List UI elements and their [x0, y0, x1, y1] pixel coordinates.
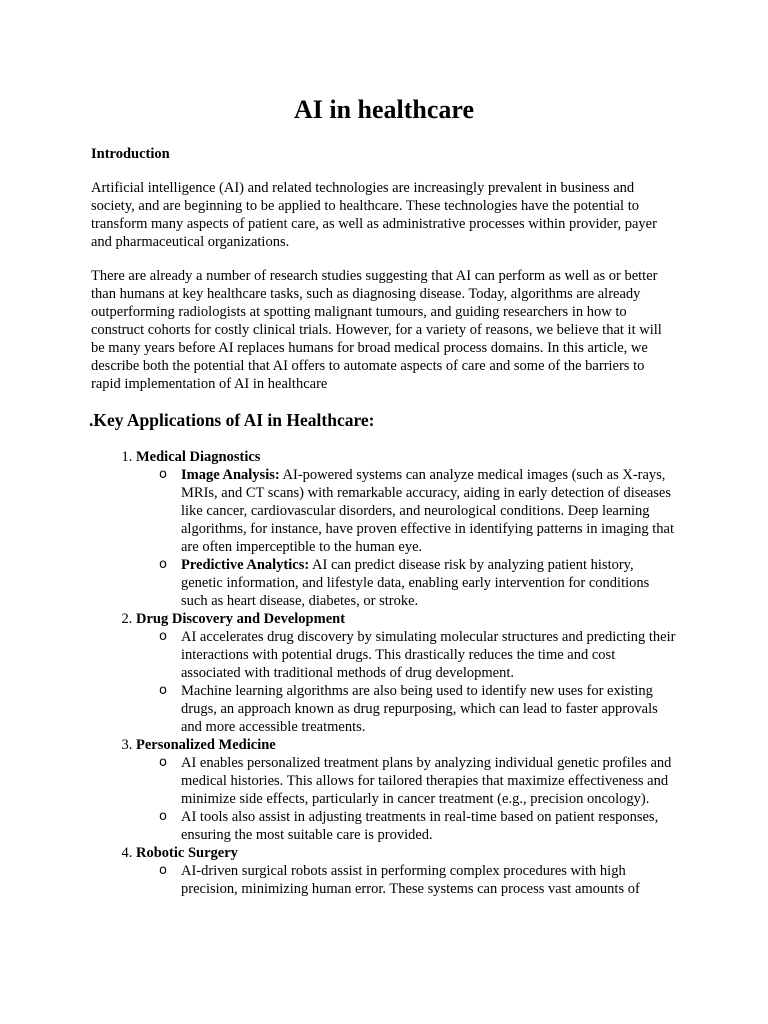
section-heading: .Key Applications of AI in Healthcare: [89, 410, 375, 430]
application-item [136, 448, 677, 610]
circle-bullet-icon: o [159, 629, 167, 644]
application-item [136, 736, 677, 844]
sub-item-lead: Image Analysis: [181, 467, 280, 483]
sub-item [159, 682, 677, 736]
sub-item-text: AI can predict disease risk by analyzing patient history, genetic information, and lifestyle data, enabling early intervention for conditions such as heart disease, diabetes, or stroke. [181, 557, 650, 609]
sub-item-text: AI-powered systems can analyze medical images (such as X-rays, MRIs, and CT scans) with remarkable accuracy, aiding in early detection of diseases like cancer, cardiovascular disorders, and neurological conditions. Deep learning algorithms, for instance, have proven effective in identifying patterns in imaging that are often imperceptible to the human eye. [181, 467, 674, 555]
sub-item [159, 628, 677, 682]
circle-bullet-icon: o [159, 809, 167, 824]
sub-item [159, 556, 677, 610]
applications-list [91, 448, 677, 898]
application-item [136, 844, 677, 898]
application-title: Drug Discovery and Development [136, 611, 346, 627]
intro-paragraph-2: There are already a number of research studies suggesting that AI can perform as well as or better than humans at key healthcare tasks, such as diagnosing disease. Today, algorithms are already outperforming radiologists at spotting malignant tumours, and guiding researchers in how to construct cohorts for costly clinical trials. However, for a variety of reasons, we believe that it will be many years before AI replaces humans for broad medical process domains. In this article, we describe both the potential that AI offers to automate aspects of care and some of the barriers to rapid implementation of AI in healthcare [91, 268, 662, 392]
sub-item-text: AI enables personalized treatment plans by analyzing individual genetic profiles and medical histories. This allows for tailored therapies that maximize effectiveness and minimize side effects, particularly in cancer treatment (e.g., precision oncology). [181, 755, 672, 807]
application-subitems [136, 628, 677, 736]
sub-item [159, 466, 677, 556]
sub-item-lead: Predictive Analytics: [181, 557, 310, 573]
application-title: Robotic Surgery [136, 845, 238, 861]
sub-item [159, 754, 677, 808]
intro-heading: Introduction [91, 146, 170, 162]
document-title: AI in healthcare [293, 95, 475, 124]
sub-item [159, 862, 677, 898]
application-subitems [136, 862, 677, 898]
intro-paragraph-1: Artificial intelligence (AI) and related technologies are increasingly prevalent in business and society, and are beginning to be applied to healthcare. These technologies have the potential to transform many aspects of patient care, as well as administrative processes within provider, payer and pharmaceutical organizations. [91, 180, 657, 250]
application-subitems [136, 466, 677, 610]
circle-bullet-icon: o [159, 557, 167, 572]
sub-item-text: Machine learning algorithms are also being used to identify new uses for existing drugs, an approach known as drug repurposing, which can lead to faster approvals and more accessible treatments. [181, 683, 658, 735]
application-title: Medical Diagnostics [136, 449, 261, 465]
sub-item-text: AI accelerates drug discovery by simulating molecular structures and predicting their interactions with potential drugs. This drastically reduces the time and cost associated with traditional methods of drug development. [181, 629, 676, 681]
circle-bullet-icon: o [159, 683, 167, 698]
sub-item [159, 808, 677, 844]
application-item [136, 610, 677, 736]
circle-bullet-icon: o [159, 755, 167, 770]
application-subitems [136, 754, 677, 844]
circle-bullet-icon: o [159, 863, 167, 878]
circle-bullet-icon: o [159, 467, 167, 482]
application-title: Personalized Medicine [136, 737, 276, 753]
sub-item-text: AI-driven surgical robots assist in performing complex procedures with high precision, minimizing human error. These systems can process vast amounts of [181, 863, 640, 897]
document-body [91, 93, 677, 898]
sub-item-text: AI tools also assist in adjusting treatments in real-time based on patient responses, ensuring the most suitable care is provided. [181, 809, 659, 843]
